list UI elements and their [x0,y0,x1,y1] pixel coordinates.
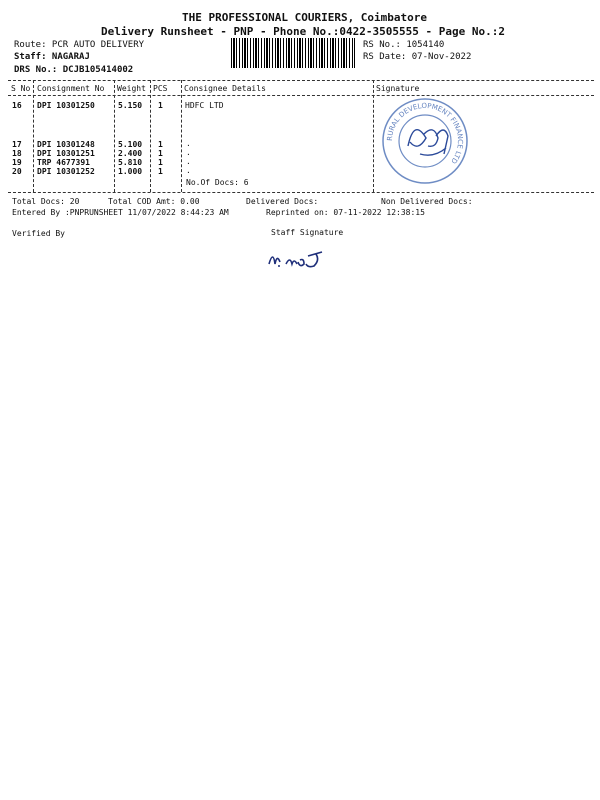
row-consignee: HDFC LTD [185,101,224,110]
row-sno: 19 [12,158,22,167]
row-consignee: . [186,157,191,166]
col-header-signature: Signature [376,84,420,93]
stamp-text: RURAL DEVELOPMENT FINANCE LTD [385,101,465,166]
entered-by: Entered By :PNPRUNSHEET 11/07/2022 8:44:23 AM [12,208,229,217]
row-weight: 2.400 [118,149,143,158]
col-divider [33,80,34,192]
row-pcs: 1 [158,149,163,158]
col-header-consignee: Consignee Details [184,84,266,93]
row-sno: 20 [12,167,22,176]
row-weight: 5.150 [118,101,143,110]
row-pcs: 1 [158,167,163,176]
row-pcs: 1 [158,158,163,167]
row-weight: 5.100 [118,140,143,149]
non-delivered-docs: Non Delivered Docs: [381,197,473,206]
row-consignment: DPI 10301251 [37,149,95,158]
col-divider [373,80,374,192]
drs-number: DRS No.: DCJB105414002 [14,65,134,75]
row-consignment: DPI 10301252 [37,167,95,176]
staff-label: Staff: NAGARAJ [14,52,90,62]
row-pcs: 1 [158,101,163,110]
row-consignment: DPI 10301250 [37,101,95,110]
staff-signature [264,244,334,274]
col-header-weight: Weight [117,84,146,93]
company-title: THE PROFESSIONAL COURIERS, Coimbatore [182,11,428,24]
no-of-docs: No.Of Docs: 6 [186,178,249,187]
col-divider [150,80,151,192]
col-header-consignment: Consignment No [37,84,105,93]
total-cod: Total COD Amt: 0.00 [108,197,200,206]
company-stamp [380,96,470,186]
reprinted-on: Reprinted on: 07-11-2022 12:38:15 [266,208,425,217]
delivered-docs: Delivered Docs: [246,197,319,206]
row-sno: 17 [12,140,22,149]
row-consignment: TRP 4677391 [37,158,90,167]
rs-number: RS No.: 1054140 [363,40,445,50]
col-header-pcs: PCS [153,84,168,93]
row-consignee: . [186,148,191,157]
verified-by: Verified By [12,229,65,238]
col-divider [114,80,115,192]
row-weight: 1.000 [118,167,143,176]
row-consignment: DPI 10301248 [37,140,95,149]
row-pcs: 1 [158,140,163,149]
row-sno: 16 [12,101,22,110]
stamp-signature [408,130,448,155]
table-header-rule [8,95,594,96]
route-label: Route: PCR AUTO DELIVERY [14,40,145,50]
total-docs: Total Docs: 20 [12,197,80,206]
staff-signature-label: Staff Signature [271,228,344,237]
runsheet-title: Delivery Runsheet - PNP - Phone No.:0422-3505555 - Page No.:2 [101,25,505,38]
row-consignee: . [186,139,191,148]
row-weight: 5.810 [118,158,143,167]
table-bottom-rule [8,192,594,193]
col-header-sno: S No [11,84,31,93]
row-consignee: . [186,166,191,175]
col-divider [181,80,182,192]
table-top-rule [8,80,594,81]
barcode [231,38,355,68]
rs-date: RS Date: 07-Nov-2022 [363,52,472,62]
row-sno: 18 [12,149,22,158]
